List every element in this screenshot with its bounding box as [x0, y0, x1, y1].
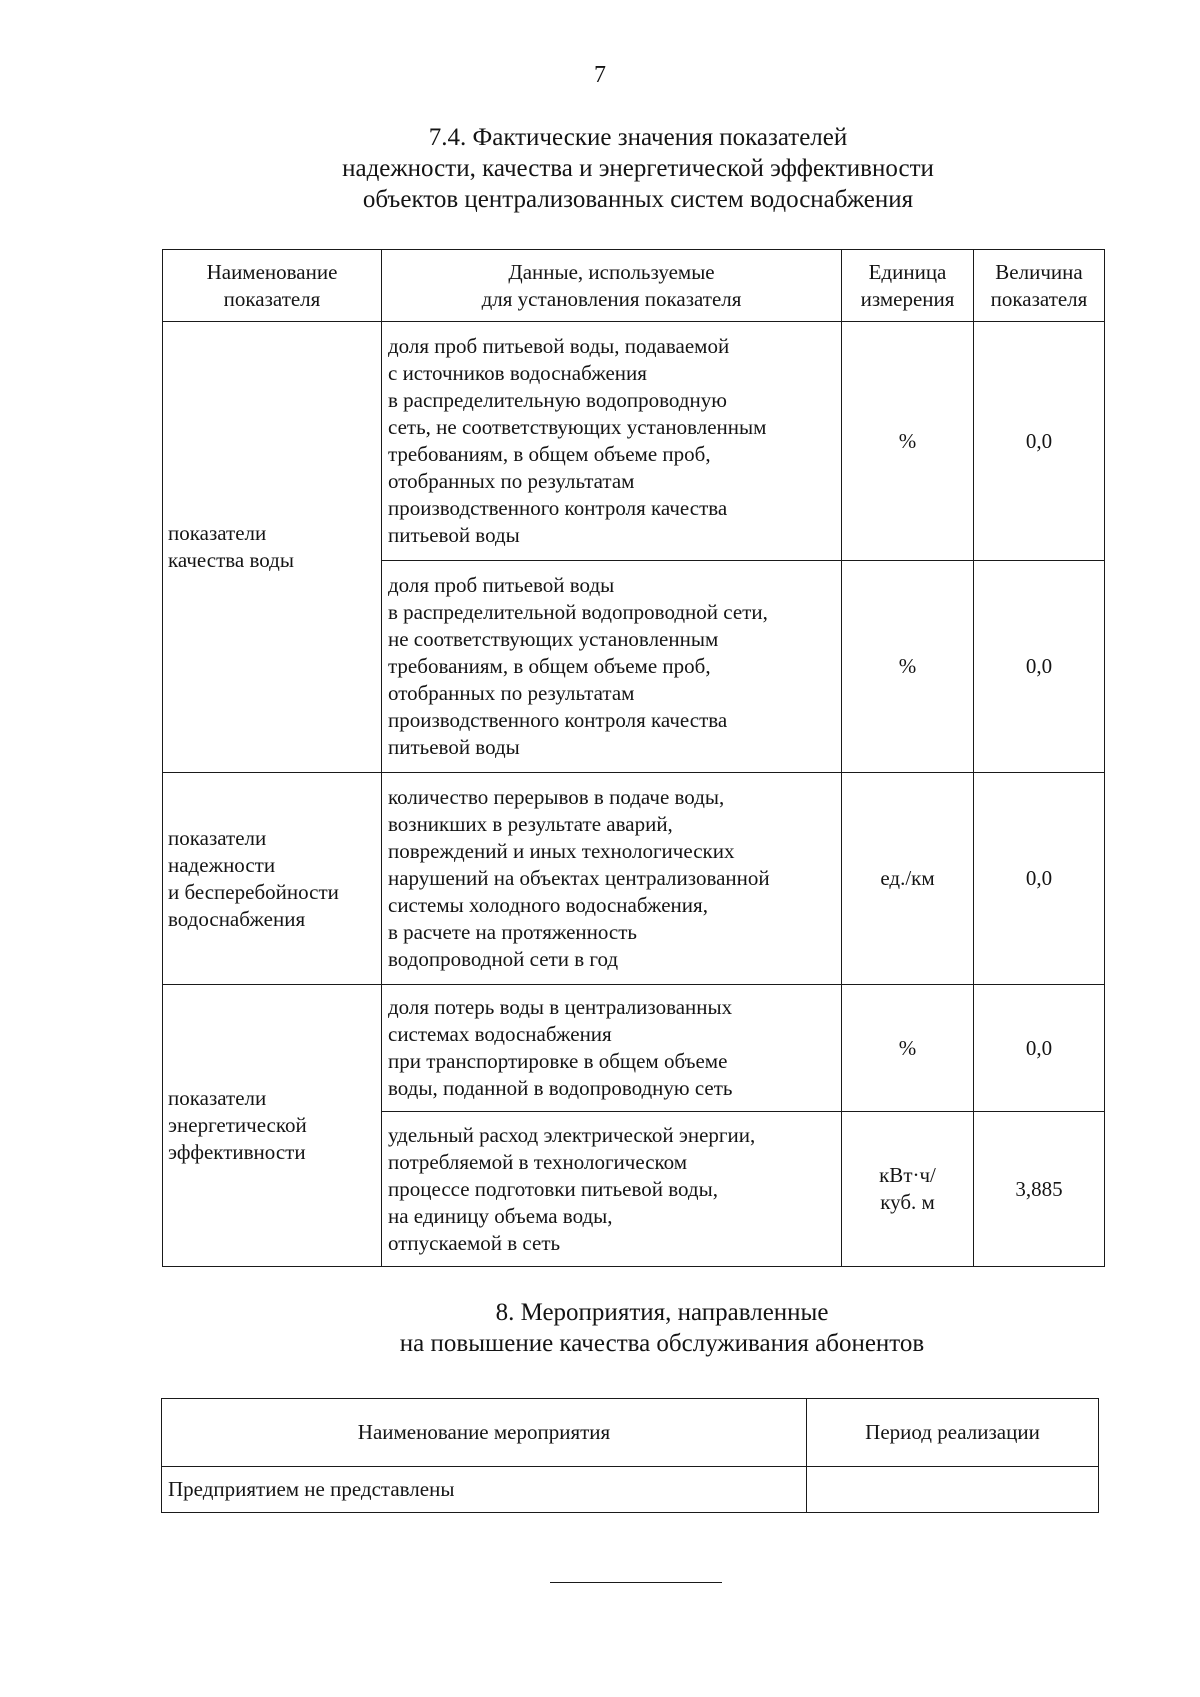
table-row [163, 773, 1105, 985]
data-line: доля потерь воды в централизованных [388, 995, 733, 1019]
unit-cell [842, 322, 974, 561]
data-line: в расчете на протяженность [388, 920, 637, 944]
data-line: доля проб питьевой воды [388, 573, 615, 597]
group-name-line: энергетической [168, 1113, 307, 1137]
value-cell: 0,0 [974, 985, 1105, 1112]
indicators-header-row [163, 250, 1105, 322]
unit-text: ед./км [880, 866, 935, 890]
header-text: Наименование [206, 259, 338, 284]
data-line: нарушений на объектах централизованной [388, 866, 770, 890]
data-line: повреждений и иных технологических [388, 839, 735, 863]
measures-header-row [162, 1399, 1099, 1467]
data-line: возникших в результате аварий, [388, 812, 673, 836]
page-number: 7 [594, 62, 606, 88]
header-text: Данные, используемые [508, 259, 715, 284]
data-line: в распределительной водопроводной сети, [388, 600, 768, 624]
group-name-line: и бесперебойности [168, 879, 339, 904]
value-cell: 0,0 [974, 322, 1105, 561]
header-text: Единица [868, 259, 947, 284]
data-line: требованиям, в общем объеме проб, [388, 442, 711, 466]
section-8-title-line: на повышение качества обслуживания абонентов [399, 1330, 925, 1357]
indicator-data-cell [382, 561, 842, 773]
unit-cell [842, 985, 974, 1112]
data-line: при транспортировке в общем объеме [388, 1049, 728, 1073]
unit-cell [842, 561, 974, 773]
group-name-line: водоснабжения [168, 906, 306, 931]
header-measure-name: Наименование мероприятия [162, 1399, 807, 1467]
data-line: питьевой воды [388, 523, 520, 547]
value-cell: 3,885 [974, 1112, 1105, 1267]
section-7-4-title-line: надежности, качества и энергетической эффективности [342, 155, 934, 182]
data-line: требованиям, в общем объеме проб, [388, 654, 711, 678]
data-line: количество перерывов в подаче воды, [388, 785, 725, 809]
data-line: водопроводной сети в год [388, 947, 619, 971]
group-name-line: показатели [168, 521, 267, 545]
unit-text: куб. м [880, 1190, 935, 1214]
group-name-line: показатели [168, 1086, 267, 1110]
measures-table [161, 1398, 1099, 1513]
value-cell: 0,0 [974, 773, 1105, 985]
group-water-quality [163, 322, 382, 773]
value-cell: 0,0 [974, 561, 1105, 773]
unit-text: % [898, 428, 917, 453]
section-7-4-title-line: объектов централизованных систем водоснабжения [362, 186, 914, 213]
section-7-4-title [38, 122, 1200, 215]
data-line: воды, поданной в водопроводную сеть [388, 1076, 733, 1100]
data-line: с источников водоснабжения [388, 361, 647, 385]
unit-text: % [898, 1035, 917, 1060]
group-reliability [163, 773, 382, 985]
data-line: удельный расход электрической энергии, [388, 1122, 756, 1147]
data-line: процессе подготовки питьевой воды, [388, 1176, 718, 1201]
indicator-data-cell [382, 322, 842, 561]
data-line: потребляемой в технологическом [388, 1149, 688, 1174]
data-line: отобранных по результатам [388, 469, 635, 493]
indicator-data-cell [382, 773, 842, 985]
header-period: Период реализации [807, 1399, 1099, 1467]
measure-name-cell: Предприятием не представлены [162, 1467, 807, 1513]
header-value [974, 250, 1105, 322]
data-line: системах водоснабжения [388, 1022, 612, 1046]
header-text: измерения [860, 286, 955, 311]
data-line: доля проб питьевой воды, подаваемой [388, 334, 730, 358]
unit-cell [842, 773, 974, 985]
header-indicator-data [382, 250, 842, 322]
data-line: производственного контроля качества [388, 708, 728, 732]
section-8-title-line: 8. Мероприятия, направленные [495, 1299, 829, 1326]
table-row [163, 985, 1105, 1112]
group-name-line: показатели [168, 825, 267, 850]
indicator-data-cell [382, 1112, 842, 1267]
table-row [163, 322, 1105, 561]
data-line: питьевой воды [388, 735, 520, 759]
data-line: в распределительную водопроводную [388, 388, 727, 412]
group-name-line: эффективности [168, 1140, 306, 1164]
measure-period-cell [807, 1467, 1099, 1513]
data-line: на единицу объема воды, [388, 1203, 613, 1228]
data-line: отпускаемой в сеть [388, 1230, 561, 1255]
indicators-table [162, 249, 1105, 1267]
data-line: производственного контроля качества [388, 496, 728, 520]
group-name-line: надежности [168, 852, 276, 877]
group-name-line: качества воды [168, 548, 294, 572]
indicator-data-cell [382, 985, 842, 1112]
group-energy-efficiency [163, 985, 382, 1267]
table-row [162, 1467, 1099, 1513]
header-indicator-name [163, 250, 382, 322]
header-text: для установления показателя [481, 286, 742, 311]
header-text: показателя [990, 286, 1088, 311]
data-line: системы холодного водоснабжения, [388, 893, 708, 917]
section-8-title [62, 1297, 1200, 1359]
end-divider [550, 1582, 722, 1583]
header-text: Величина [995, 259, 1083, 284]
unit-cell [842, 1112, 974, 1267]
data-line: сеть, не соответствующих установленным [388, 415, 767, 439]
unit-text: % [898, 654, 917, 678]
unit-text: кВт·ч/ [879, 1163, 936, 1187]
header-text: показателя [223, 286, 321, 311]
header-unit [842, 250, 974, 322]
section-7-4-title-line: 7.4. Фактические значения показателей [428, 124, 848, 151]
data-line: не соответствующих установленным [388, 627, 719, 651]
data-line: отобранных по результатам [388, 681, 635, 705]
